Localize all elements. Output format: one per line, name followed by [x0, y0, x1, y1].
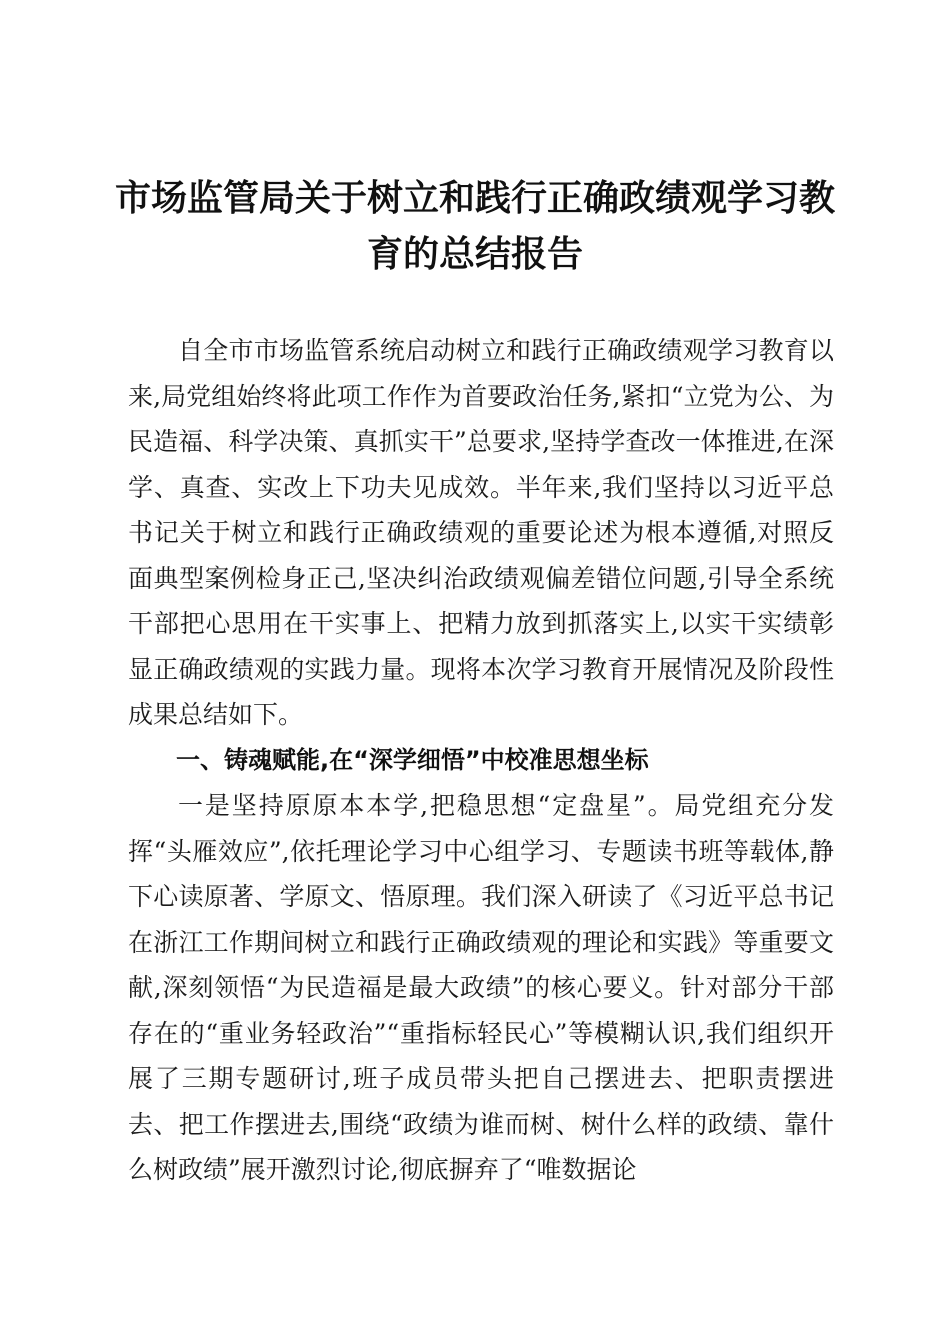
section-heading-1: 一、铸魂赋能,在“深学细悟”中校准思想坐标 — [176, 745, 649, 774]
document-title: 市场监管局关于树立和践行正确政绩观学习教育的总结报告 — [114, 177, 835, 275]
section-1-paragraph-1: 一是坚持原原本本学,把稳思想“定盘星”。局党组充分发挥“头雁效应”,依托理论学习中心组学习、专题读书班等载体,静下心读原著、学原文、悟原理。我们深入研读了《习近平总书记在浙江工作期间树立和践行正确政绩观的理论和实践》等重要文献,深刻领悟“为民造福是最大政绩”的核心要义。针对部分干部存在的“重业务轻政治”“重指标轻民心”等模糊认识,我们组织开展了三期专题研讨,班子成员带头把自己摆进去、把职责摆进去、把工作摆进去,围绕“政绩为谁而树、树什么样的政绩、靠什么树政绩”展开激烈讨论,彻底摒弃了“唯数据论 — [128, 791, 834, 1184]
intro-paragraph: 自全市市场监管系统启动树立和践行正确政绩观学习教育以来,局党组始终将此项工作作为首要政治任务,紧扣“立党为公、为民造福、科学决策、真抓实干”总要求,坚持学查改一体推进,在深学、真查、实改上下功夫见成效。半年来,我们坚持以习近平总书记关于树立和践行正确政绩观的重要论述为根本遵循,对照反面典型案例检身正己,坚决纠治政绩观偏差错位问题,引导全系统干部把心思用在干实事上、把精力放到抓落实上,以实干实绩彰显正确政绩观的实践力量。现将本次学习教育开展情况及阶段性成果总结如下。 — [128, 336, 834, 729]
document-body — [128, 328, 834, 1193]
